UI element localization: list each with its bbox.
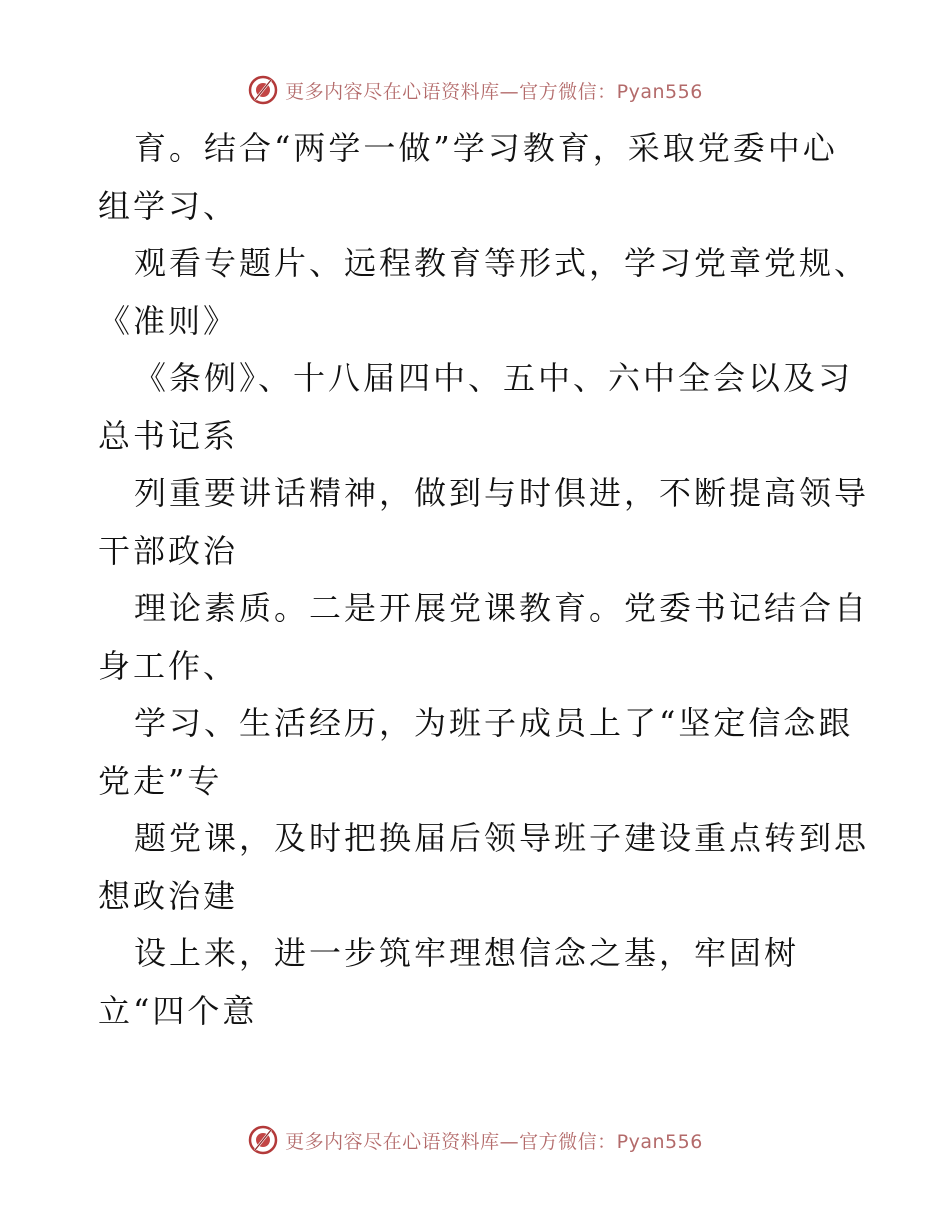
watermark-text: 更多内容尽在心语资料库—官方微信：Pyan556 [285,1130,703,1153]
body-line: 党走”专 [98,761,223,800]
body-line: 身工作、 [98,646,239,685]
body-line: 总书记系 [98,416,239,455]
body-line: 《条例》、十八届四中、五中、六中全会以及习 [134,359,854,397]
body-line: 题党课，及时把换届后领导班子建设重点转到思 [134,819,870,857]
body-line: 理论素质。二是开展党课教育。党委书记结合自 [134,589,870,627]
header-watermark [0,72,950,108]
body-line: 《准则》 [98,301,239,340]
body-line: 列重要讲话精神，做到与时俱进，不断提高领导 [134,474,870,512]
body-line: 学习、生活经历，为班子成员上了“坚定信念跟 [134,704,854,742]
body-line: 设上来，进一步筑牢理想信念之基，牢固树 [134,934,800,972]
footer-watermark [0,1122,950,1158]
pen-seal-logo-icon [247,1124,279,1156]
document-body [98,120,878,1040]
body-line: 育。结合“两学一做”学习教育，采取党委中心 [134,129,838,167]
body-line: 干部政治 [98,531,239,570]
watermark-text: 更多内容尽在心语资料库—官方微信：Pyan556 [285,80,703,103]
body-line: 想政治建 [98,876,239,915]
pen-seal-logo-icon [247,74,279,106]
body-line: 观看专题片、远程教育等形式，学习党章党规、 [134,244,870,282]
body-line: 组学习、 [98,186,239,225]
body-line: 立“四个意 [98,991,258,1030]
